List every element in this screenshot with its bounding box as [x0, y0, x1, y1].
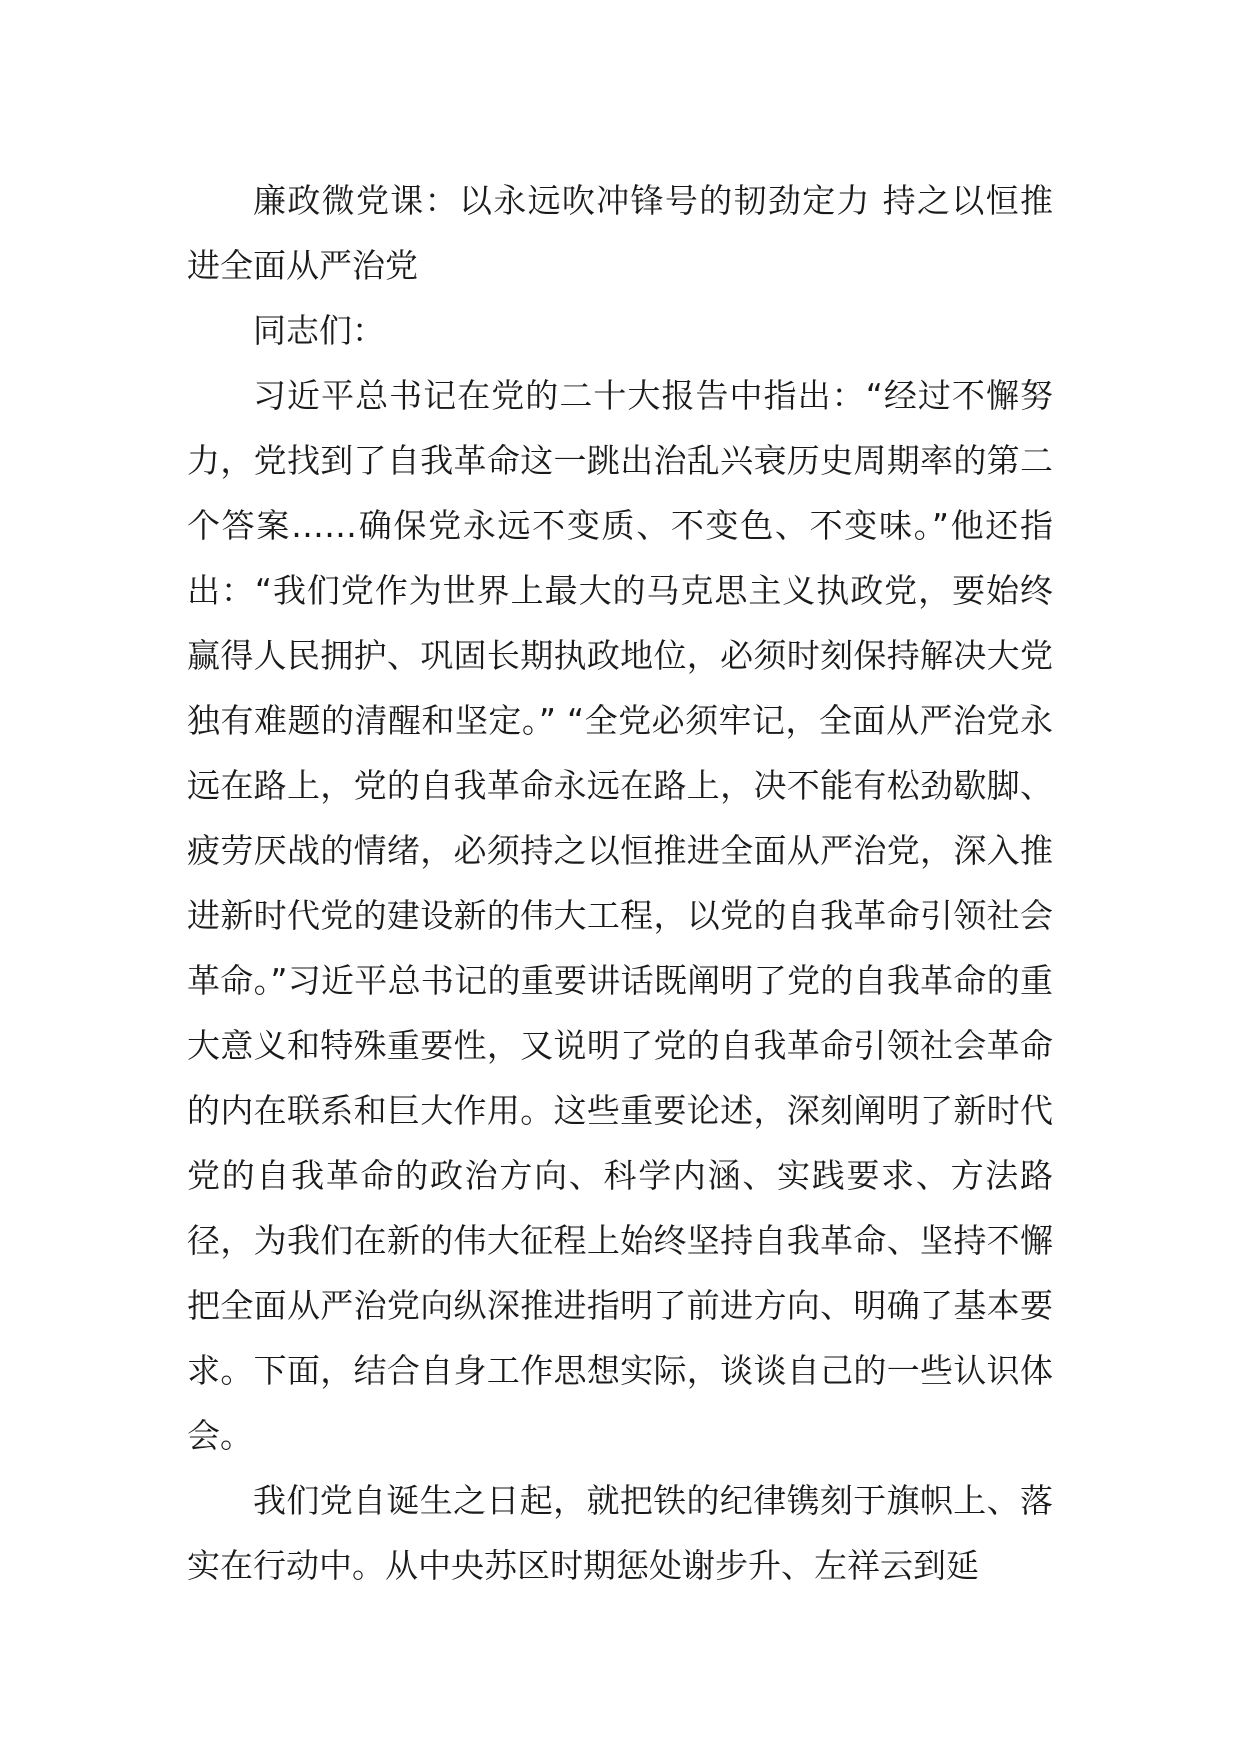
- body-paragraph-2: 我们党自诞生之日起，就把铁的纪律镌刻于旗帜上、落实在行动中。从中央苏区时期惩处谢步升、左祥云到延: [187, 1481, 1053, 1585]
- document-body: [187, 168, 1053, 1598]
- body-paragraph-1: 习近平总书记在党的二十大报告中指出：“经过不懈努力，党找到了自我革命这一跳出治乱兴衰历史周期率的第二个答案……确保党永远不变质、不变色、不变味。”他还指出：“我们党作为世界上最大的马克思主义执政党，要始终赢得人民拥护、巩固长期执政地位，必须时刻保持解决大党独有难题的清醒和坚定。” “全党必须牢记，全面从严治党永远在路上，党的自我革命永远在路上，决不能有松劲歇脚、疲劳厌战的情绪，必须持之以恒推进全面从严治党，深入推进新时代党的建设新的伟大工程，以党的自我革命引领社会革命。”习近平总书记的重要讲话既阐明了党的自我革命的重大意义和特殊重要性，又说明了党的自我革命引领社会革命的内在联系和巨大作用。这些重要论述，深刻阐明了新时代党的自我革命的政治方向、科学内涵、实践要求、方法路径，为我们在新的伟大征程上始终坚持自我革命、坚持不懈把全面从严治党向纵深推进指明了前进方向、明确了基本要求。下面，结合自身工作思想实际，谈谈自己的一些认识体会。: [187, 376, 1053, 1455]
- document-title: 廉政微党课：以永远吹冲锋号的韧劲定力 持之以恒推进全面从严治党: [187, 181, 1053, 285]
- salutation: 同志们：: [253, 311, 385, 350]
